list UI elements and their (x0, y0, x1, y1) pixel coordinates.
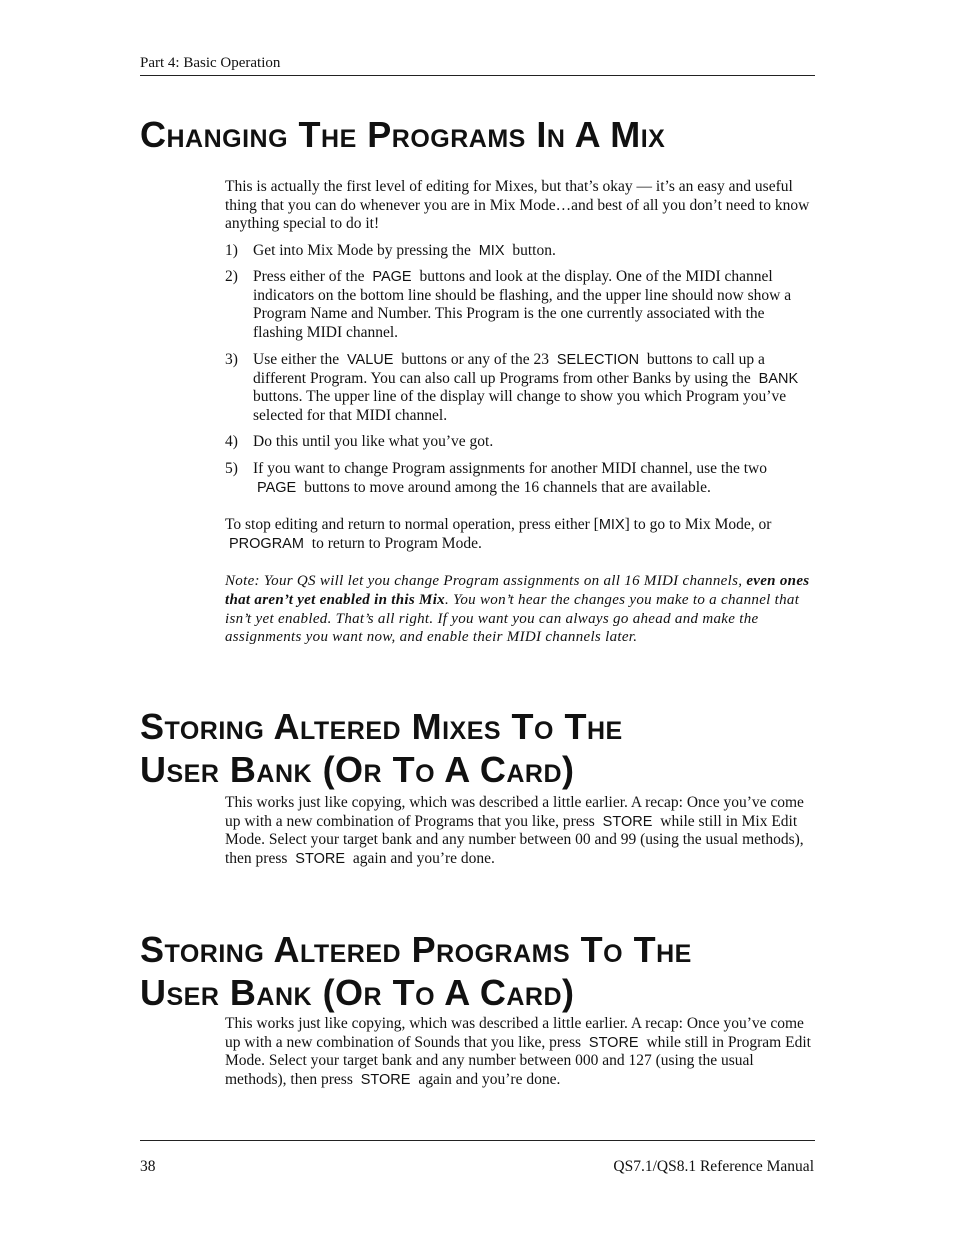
heading-line: User Bank (Or To A Card) (140, 972, 575, 1013)
emphasis-text: even ones that aren’t yet enabled in this Mix (225, 573, 810, 608)
step-text (253, 268, 815, 342)
intro-paragraph (225, 178, 815, 234)
text-run: buttons and look at the display. One of the MIDI channel indicators on the bottom line should be flashing, and the upper line should now show a Program Name and Number. This Program is the one currently associated with the flashing MIDI channel. (253, 268, 792, 341)
text-run: This works just like copying, which was described a little earlier. A recap: Once you’ve come up with a new combination of Programs that you like, press (225, 794, 804, 830)
heading-line: User Bank (Or To A Card) (140, 749, 575, 790)
header-rule (140, 75, 815, 76)
text-run: while still in Mix Edit Mode. Select your target bank and any number between 00 and 99 (using the usual methods), then press (225, 812, 804, 867)
step-text (253, 351, 815, 425)
step-item (225, 351, 815, 425)
text-run: while still in Program Edit Mode. Select your target bank and any number between 000 and 127 (using the usual methods), then press (225, 1033, 811, 1088)
heading-line: Storing Altered Mixes To The (140, 706, 623, 747)
step-number: 1) (225, 242, 238, 259)
text-run: To stop editing and return to normal operation, press either [ (225, 516, 599, 533)
text-run: This is actually the first level of editing for Mixes, but that’s okay — it’s an easy and useful thing that you can do whenever you are in Mix Mode…and best of all you don’t need to know anything special to do it! (225, 178, 810, 233)
text-run: button. (508, 242, 556, 259)
heading-line: Storing Altered Programs To The (140, 929, 692, 970)
step-text (253, 433, 493, 452)
button-name: STORE (295, 850, 345, 867)
page-number: 38 (140, 1158, 156, 1175)
text-run: buttons to call up a different Program. You can also call up Programs from other Banks by using the (253, 351, 765, 387)
text-run: Note: Your QS will let you change Program assignments on all 16 MIDI channels, (225, 573, 747, 589)
text-run: This works just like copying, which was described a little earlier. A recap: Once you’ve come up with a new combination of Sounds that you like, press (225, 1015, 804, 1051)
button-name: STORE (360, 1071, 411, 1088)
text-run: buttons. The upper line of the display will change to show you which Program you’ve selected for that MIDI channel. (253, 388, 787, 424)
step-number: 4) (225, 433, 238, 450)
step-number: 3) (225, 351, 238, 368)
text-run: If you want to change Program assignments for another MIDI channel, use the two (253, 460, 767, 477)
button-name: STORE (588, 1034, 639, 1051)
storing-programs-paragraph (225, 1015, 815, 1089)
button-name: PAGE (257, 479, 297, 496)
button-name: MIX (478, 243, 505, 259)
step-item (225, 242, 815, 261)
step-text (253, 460, 815, 497)
storing-mixes-paragraph (225, 794, 815, 868)
text-run: buttons to move around among the 16 channels that are available. (300, 478, 711, 496)
text-run: to return to Program Mode. (307, 534, 482, 552)
text-run: Do this until you like what you’ve got. (253, 433, 494, 450)
text-run: again and you’re done. (349, 849, 495, 867)
step-text (253, 242, 556, 261)
section-heading-storing-programs (140, 928, 692, 1014)
button-name: BANK (758, 370, 799, 387)
text-run: . You won’t hear the changes you make to a channel that isn’t yet enabled. That’s all right. If you want you can always go ahead and make the assignments you want now, and enable their MIDI channels later. (225, 591, 800, 646)
text-run: Get into Mix Mode by pressing the (253, 242, 475, 259)
button-name: PROGRAM (229, 535, 304, 552)
section-heading-storing-mixes (140, 705, 623, 791)
button-name: PAGE (372, 269, 412, 285)
manual-title: QS7.1/QS8.1 Reference Manual (613, 1158, 814, 1175)
text-run: ] to go to Mix Mode, or (624, 516, 772, 533)
button-name: MIX (598, 517, 625, 533)
running-header: Part 4: Basic Operation (140, 55, 281, 71)
footer-rule (140, 1140, 815, 1141)
button-name: VALUE (346, 352, 394, 368)
text-run: Press either of the (253, 268, 369, 285)
text-run: Use either the (253, 351, 343, 368)
section-heading-changing-programs: Changing The Programs In A Mix (140, 114, 666, 155)
note-paragraph (225, 572, 817, 647)
step-item (225, 433, 815, 452)
text-run: buttons or any of the 23 (397, 351, 553, 368)
button-name: STORE (602, 813, 653, 830)
step-number: 5) (225, 460, 238, 477)
button-name: SELECTION (556, 352, 640, 368)
step-item (225, 268, 815, 342)
text-run: again and you’re done. (414, 1070, 561, 1088)
step-number: 2) (225, 268, 238, 285)
stop-editing-paragraph (225, 516, 815, 553)
step-item (225, 460, 815, 497)
